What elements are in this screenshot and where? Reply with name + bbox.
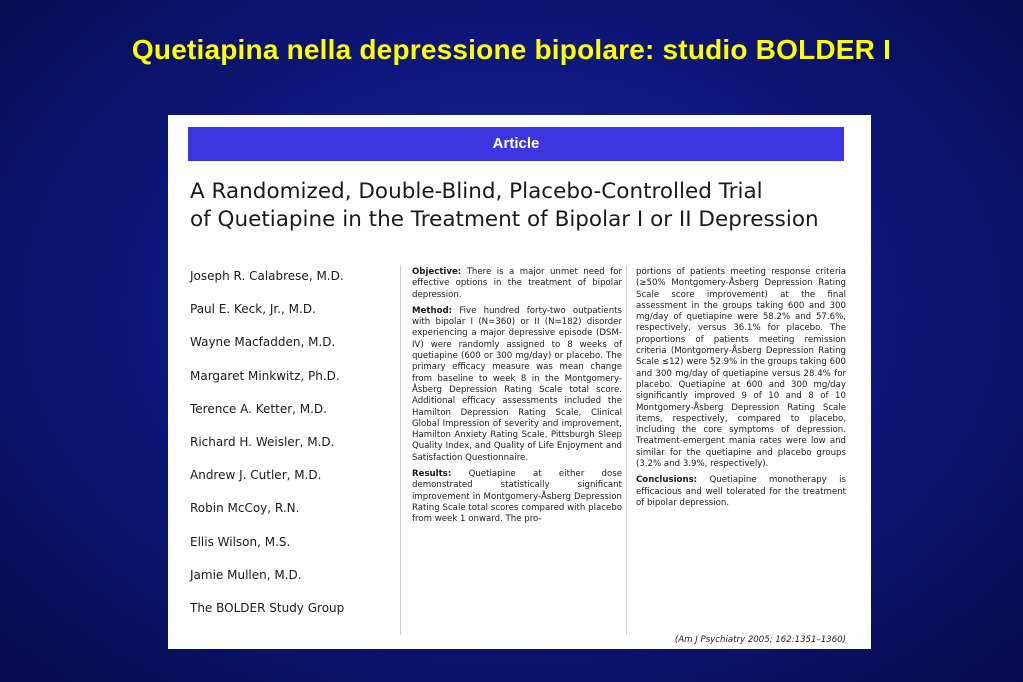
author: Robin McCoy, R.N. <box>190 501 300 516</box>
paper-title-line-1: A Randomized, Double-Blind, Placebo-Controlled Trial <box>190 179 763 204</box>
author: Wayne Macfadden, M.D. <box>190 335 336 350</box>
author: Margaret Minkwitz, Ph.D. <box>190 368 340 383</box>
abstract-column-1 <box>412 267 622 531</box>
author-list <box>190 265 380 630</box>
author: Paul E. Keck, Jr., M.D. <box>190 302 316 317</box>
paper-title <box>190 178 850 234</box>
author: Joseph R. Calabrese, M.D. <box>190 269 344 283</box>
journal-citation: (Am J Psychiatry 2005; 162:1351–1360) <box>674 635 846 645</box>
results-paragraph <box>412 469 622 525</box>
author: Richard H. Weisler, M.D. <box>190 434 335 449</box>
column-divider <box>400 265 401 635</box>
conclusions-paragraph <box>636 475 846 509</box>
method-text: Five hundred forty-two outpatients with bipolar I (N=360) or II (N=182) disorder experiencing a major depressive episode (DSM-IV) were randomly assigned to 8 weeks of quetiapine (600 or 300 mg/day) or placebo. The primary efficacy measure was mean change from baseline to week 8 in the Montgomery-Åsberg Depression Rating Scale total score. Additional efficacy assessments included the Hamilton Depression Rating Scale, Clinical Global Impression of severity and improvement, Hamilton Anxiety Rating Scale, Pittsburgh Sleep Quality Index, and Quality of Life Enjoyment and Satisfaction Questionnaire. <box>412 305 622 463</box>
abstract-column-2 <box>636 267 846 514</box>
results-continued-paragraph <box>636 267 846 470</box>
objective-label: Objective: <box>412 267 462 277</box>
author: Ellis Wilson, M.S. <box>190 534 291 549</box>
author: Terence A. Ketter, M.D. <box>190 401 327 416</box>
method-label: Method: <box>412 305 453 316</box>
author: Andrew J. Cutler, M.D. <box>190 468 322 483</box>
results-continued-text: portions of patients meeting response criteria (≥50% Montgomery-Åsberg Depression Rating Scale score improvement) at the final assessment in the groups taking 600 and 300 mg/day of quetiapine were 58.2% and 57.6%, respectively, versus 36.1% for placebo. The proportions of patients meeting remission criteria (Montgomery-Åsberg Depression Rating Scale ≤12) were 52.9% in the groups taking 600 and 300 mg/day of quetiapine versus 28.4% for placebo. Quetiapine at 600 and 300 mg/day significantly improved 9 of 10 and 8 of 10 Montgomery-Åsberg Depression Rating Scale items, respectively, compared to placebo, including the core symptoms of depression. Treatment-emergent mania rates were low and similar for the quetiapine and placebo groups (3.2% and 3.9%, respectively). <box>636 267 846 470</box>
slide-title: Quetiapina nella depressione bipolare: studio BOLDER I <box>131 34 892 65</box>
study-group: The BOLDER Study Group <box>190 600 345 615</box>
conclusions-label: Conclusions: <box>636 475 698 486</box>
author: Jamie Mullen, M.D. <box>190 567 302 582</box>
column-divider <box>626 265 627 635</box>
objective-paragraph <box>412 267 622 301</box>
objective-text: There is a major unmet need for effective options in the treatment of bipolar depression. <box>412 267 623 300</box>
conclusions-text: Quetiapine monotherapy is efficacious and well tolerated for the treatment of bipolar depression. <box>636 475 846 508</box>
paper-excerpt-image <box>168 115 871 649</box>
paper-title-line-2: of Quetiapine in the Treatment of Bipolar I or II Depression <box>190 207 819 232</box>
method-paragraph <box>412 306 622 464</box>
article-section-label: Article <box>188 127 844 161</box>
results-text: Quetiapine at either dose demonstrated statistically significant improvement in Montgomery-Åsberg Depression Rating Scale total scores compared with placebo from week 1 onward. The pro- <box>412 469 622 525</box>
results-label: Results: <box>412 469 452 480</box>
